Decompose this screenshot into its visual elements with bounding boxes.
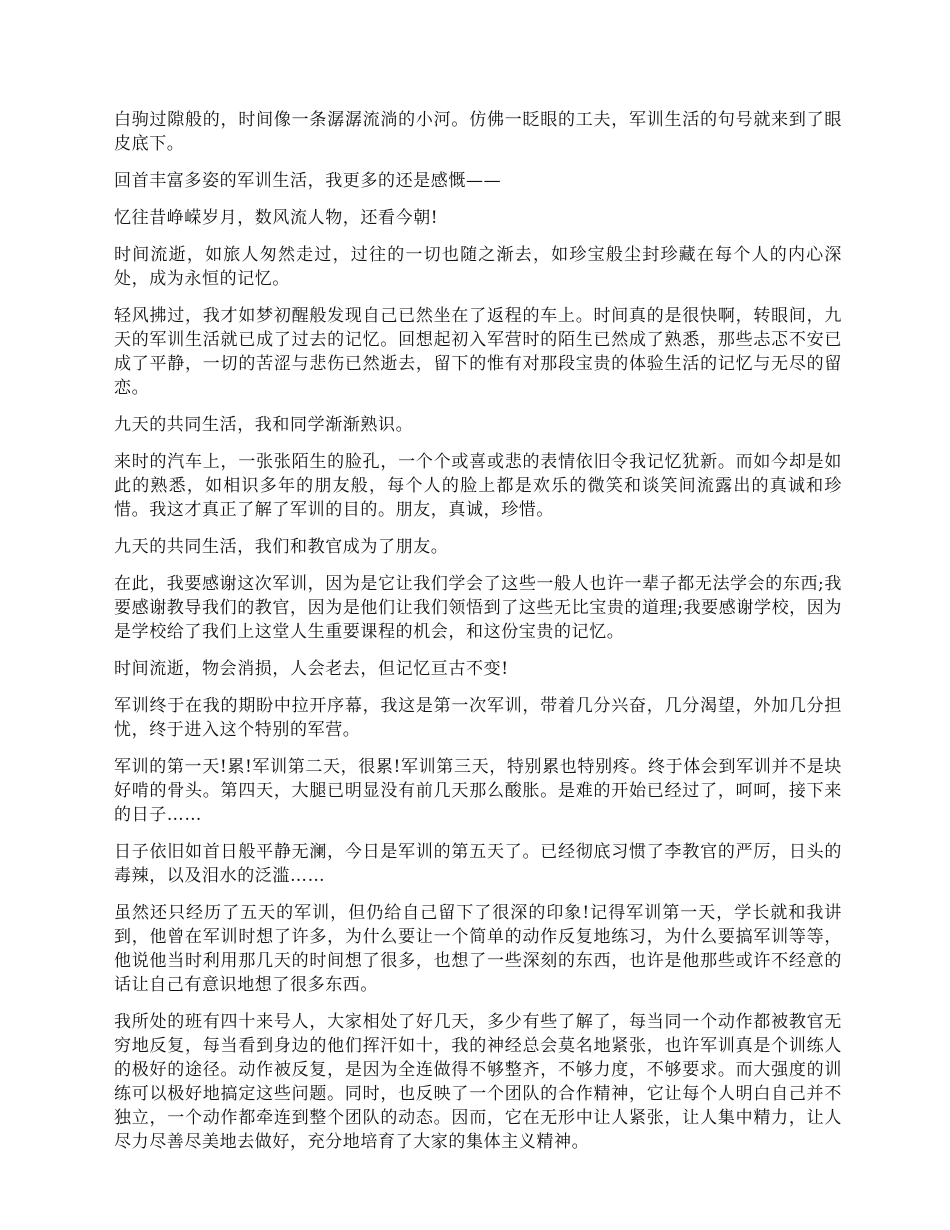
document-body: [114, 108, 842, 1167]
paragraph-6: 九天的共同生活，我和同学渐渐熟识。: [114, 415, 414, 435]
paragraph-15: 我所处的班有四十来号人，大家相处了好几天，多少有些了解了，每当同一个动作都被教官无穷地反复，每当看到身边的他们挥汗如十，我的神经总会莫名地紧张，也许军训真是个训练人的极好的途径。动作被反复，是因为全连做得不够整齐，不够力度，不够要求。而大强度的训练可以极好地搞定这些问题。同时，也反映了一个团队的合作精神，它让每个人明白自己并不独立，一个动作都牵连到整个团队的动态。因而，它在无形中让人紧张，让人集中精力，让人尽力尽善尽美地去做好，充分地培育了大家的集体主义精神。: [114, 1012, 842, 1152]
paragraph-12: 军训的第一天!累!军训第二天，很累!军训第三天，特别累也特别疼。终于体会到军训并不是块好啃的骨头。第四天，大腿已明显没有前几天那么酸胀。是难的开始已经过了，呵呵，接下来的日子……: [114, 757, 842, 825]
paragraph-1: 白驹过隙般的，时间像一条潺潺流淌的小河。仿佛一眨眼的工夫，军训生活的句号就来到了眼皮底下。: [114, 110, 842, 154]
paragraph-8: 九天的共同生活，我们和教官成为了朋友。: [114, 537, 449, 557]
paragraph-4: 时间流逝，如旅人匆然走过，过往的一切也随之渐去，如珍宝般尘封珍藏在每个人的内心深处，成为永恒的记忆。: [114, 245, 842, 289]
paragraph-2: 回首丰富多姿的军训生活，我更多的还是感慨——: [114, 171, 502, 191]
paragraph-3: 忆往昔峥嵘岁月，数风流人物，还看今朝!: [114, 208, 439, 228]
paragraph-9: 在此，我要感谢这次军训，因为是它让我们学会了这些一般人也许一辈子都无法学会的东西;我要感谢教导我们的教官，因为是他们让我们领悟到了这些无比宝贵的道理;我要感谢学校，因为是学校给了我们上这堂人生重要课程的机会，和这份宝贵的记忆。: [114, 574, 842, 642]
paragraph-5: 轻风拂过，我才如梦初醒般发现自己已然坐在了返程的车上。时间真的是很快啊，转眼间，九天的军训生活就已成了过去的记忆。回想起初入军营时的陌生已然成了熟悉，那些忐忑不安已成了平静，一切的苦涩与悲伤已然逝去，留下的惟有对那段宝贵的体验生活的记忆与无尽的留恋。: [114, 306, 842, 398]
paragraph-13: 日子依旧如首日般平静无澜，今日是军训的第五天了。已经彻底习惯了李教官的严厉，日头的毒辣，以及泪水的泛滥……: [114, 842, 842, 886]
paragraph-14: 虽然还只经历了五天的军训，但仍给自己留下了很深的印象!记得军训第一天，学长就和我讲到，他曾在军训时想了许多，为什么要让一个简单的动作反复地练习，为什么要搞军训等等，他说他当时利用那几天的时间想了很多，也想了一些深刻的东西，也许是他那些或许不经意的话让自己有意识地想了很多东西。: [114, 903, 842, 995]
paragraph-11: 军训终于在我的期盼中拉开序幕，我这是第一次军训，带着几分兴奋，几分渴望，外加几分担忧，终于进入这个特别的军营。: [114, 696, 842, 740]
paragraph-10: 时间流逝，物会消损，人会老去，但记忆亘古不变!: [114, 659, 509, 679]
paragraph-7: 来时的汽车上，一张张陌生的脸孔，一个个或喜或悲的表情依旧令我记忆犹新。而如今却是如此的熟悉，如相识多年的朋友般，每个人的脸上都是欢乐的微笑和谈笑间流露出的真诚和珍惜。我这才真正了解了军训的目的。朋友，真诚，珍惜。: [114, 452, 842, 520]
